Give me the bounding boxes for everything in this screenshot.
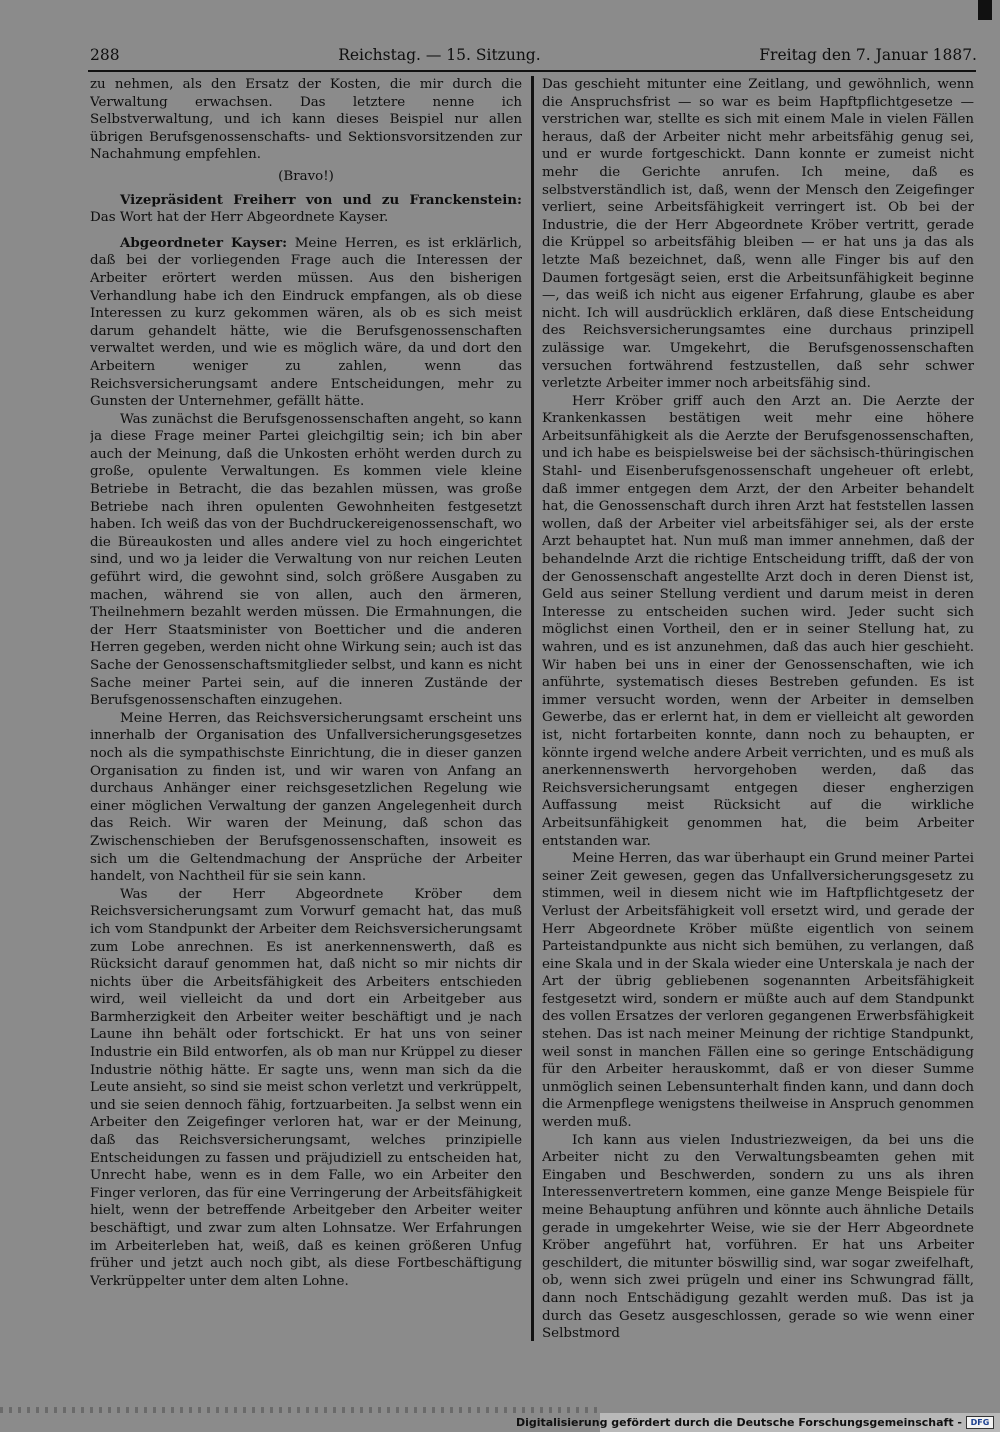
- session-title: Reichstag. — 15. Sitzung.: [338, 46, 541, 64]
- footer-bar: [515, 1413, 1000, 1432]
- paragraph: [90, 192, 522, 227]
- paragraph: [542, 1132, 974, 1343]
- speaker-name: Abgeordneter Kayser:: [120, 234, 288, 251]
- corner-mark: [978, 0, 992, 20]
- paragraph: [90, 886, 522, 1291]
- paragraph: [542, 76, 974, 393]
- paragraph-text: Das geschieht mitunter eine Zeitlang, und gewöhnlich, wenn die Anspruchsfrist — so war es beim Hapftpflichtgesetze — verstrichen war, stellte es sich mit einem Male in vielen Fällen heraus, daß der Arbeiter nicht mehr arbeitsfähig genug sei, und er wurde fortgeschickt. Dann konnte er zumeist nicht mehr die Gerichte anrufen. Ich meine, daß es selbstverständlich ist, daß, wenn der Mensch den Zeigefinger verliert, seine Arbeitsfähigkeit verringert ist. Ob bei der Industrie, die der Herr Abgeordnete Kröber vertritt, gerade die Krüppel so arbeitsfähig bleiben — er hat uns ja das als letzte Maß bezeichnet, daß, wenn alle Finger bis auf den Daumen fortgesägt seien, erst die Arbeitsunfähigkeit beginne —, das weiß ich nicht aus eigener Erfahrung, glaube es aber nicht. Ich will ausdrücklich erklären, daß diese Entscheidung des Reichsversicherungsamtes eine durchaus prinzipell zulässige war. Umgekehrt, die Berufsgenossenschaften versuchen fortwährend festzustellen, daß sehr schwer verletzte Arbeiter immer noch arbeitsfähig sind.: [542, 77, 974, 392]
- paragraph-text: Herr Kröber griff auch den Arzt an. Die Aerzte der Krankenkassen bestätigen weit mehr eine höhere Arbeitsunfähigkeit als die Aerzte der Berufsgenossenschaften, und ich habe es beispielsweise bei der sächsisch-thüringischen Stahl- und Eisenberufsgenossenschaft ungeheuer oft erlebt, daß immer entgegen dem Arzt, der den Arbeiter behandelt hat, die Genossenschaft durch ihren Arzt hat feststellen lassen wollen, daß der Arbeiter viel arbeitsfähiger sei, als der erste Arzt behauptet hat. Nun muß man immer annehmen, daß der behandelnde Arzt die richtige Entscheidung trifft, daß der von der Genossenschaft angestellte Arzt doch in deren Dienst ist, Geld aus seiner Stellung verdient und darum meist in deren Interesse zu entscheiden suchen wird. Jeder sucht sich möglichst einen Vortheil, den er in seiner Stellung hat, zu wahren, und es ist anzunehmen, daß das auch hier geschieht. Wir haben bei uns in einer der Genossenschaften, wie ich anführte, systematisch dieses Bestreben gefunden. Es ist immer versucht worden, wenn der Arbeiter in demselben Gewerbe, das er erlernt hat, in dem er vielleicht alt geworden ist, nicht fortarbeiten konnte, dann noch zu behaupten, er könnte irgend welche andere Arbeit verrichten, und es muß als anerkennenswerth hervorgehoben werden, daß das Reichsversicherungsamt entgegen dieser engherzigen Auffassung meist Rücksicht auf die wirkliche Arbeitsunfähigkeit genommen hat, die beim Arbeiter entstanden war.: [542, 393, 974, 849]
- paragraph-text: Das Wort hat der Herr Abgeordnete Kayser.: [90, 210, 389, 226]
- paragraph-text: Was der Herr Abgeordnete Kröber dem Reichsversicherungsamt zum Vorwurf gemacht hat, das muß ich vom Standpunkt der Arbeiter dem Reichsversicherungsamt zum Lobe anrechnen. Es ist anerkennenswerth, daß es Rücksicht darauf genommen hat, daß nicht so mir nichts dir nichts über die Arbeitsfähigkeit des Arbeiters entschieden wird, weil vielleicht da und dort ein Arbeitgeber aus Barmherzigkeit den Arbeiter weiter beschäftigt und je nach Laune ihn behält oder fortschickt. Er hat uns von seiner Industrie ein Bild entworfen, als ob man nur Krüppel zu dieser Industrie nöthig hätte. Er sagte uns, wenn man sich da die Leute ansieht, so sind sie meist schon verletzt und verkrüppelt, und sie seien dennoch fähig, fortzuarbeiten. Ja selbst wenn ein Arbeiter den Zeigefinger verloren hat, war er der Meinung, daß das Reichsversicherungsamt, welches prinzipielle Entscheidungen zu fassen und präjudiziell zu entscheiden hat, Unrecht habe, wenn es in dem Falle, wo ein Arbeiter den Finger verloren, das für eine Verringerung der Arbeitsfähigkeit hielt, wenn der betreffende Arbeitgeber den Arbeiter weiter beschäftigt, und zwar zum alten Lohnsatze. Wer Erfahrungen im Arbeiterleben hat, weiß, daß es keinen größeren Unfug früher und jetzt auch noch gibt, als diese Fortbeschäftigung Verkrüppelter unter dem alten Lohne.: [90, 886, 522, 1289]
- paragraph-text: Meine Herren, das Reichsversicherungsamt erscheint uns innerhalb der Organisation des Unfallversicherungsgesetzes noch als die sympathischste Einrichtung, die in dieser ganzen Organisation zu finden ist, und wir waren von Anfang an durchaus Anhänger einer reichsgesetzlichen Regelung wie einer möglichen Verwaltung der ganzen Angelegenheit durch das Reich. Wir waren der Meinung, daß schon das Zwischenschieben der Berufsgenossenschaften, insoweit es sich um die Geltendmachung der Ansprüche der Arbeiter handelt, von Nachtheil für sie sein kann.: [90, 710, 522, 885]
- column-divider: [531, 76, 534, 1341]
- session-date: Freitag den 7. Januar 1887.: [759, 46, 977, 64]
- paragraph: [90, 76, 522, 164]
- header-rule: [88, 70, 976, 72]
- left-column: [90, 76, 522, 1344]
- paragraph: [90, 411, 522, 710]
- paragraph-text: Meine Herren, es ist erklärlich, daß bei der vorliegenden Frage auch die Interessen der Arbeiter erörtert werden müssen. Aus den bisherigen Verhandlung habe ich den Eindruck empfangen, als ob diese Interessen zu kurz gekommen wären, als ob es sich meist darum gehandelt hätte, wie die Berufsgenossenschaften verwaltet werden, und wie es möglich wäre, da und dort den Arbeitern weniger zu zahlen, wenn das Reichsversicherungsamt andere Entscheidungen, mehr zu Gunsten der Unternehmer, gefällt hätte.: [90, 235, 522, 410]
- paragraph-text: Meine Herren, das war überhaupt ein Grund meiner Partei seiner Zeit gewesen, gegen das Unfallversicherungsgesetz zu stimmen, weil in diesem nicht wie im Haftpflichtgesetz der Verlust der Arbeitsfähigkeit voll ersetzt wird, und gerade der Herr Abgeordnete Kröber müßte eigentlich von seinem Parteistandpunkte aus nicht sich bemühen, zu verlangen, daß eine Skala und in der Skala wieder eine Unterskala je nach der Art der übrig gebliebenen sogenannten Arbeitsfähigkeit festgesetzt wird, sondern er müßte auch auf dem Standpunkt des vollen Ersatzes der verloren gegangenen Erwerbsfähigkeit stehen. Das ist nach meiner Meinung der richtige Standpunkt, weil sonst in manchen Fällen eine so geringe Entschädigung für den Arbeiter herauskommt, daß er von dieser Summe unmöglich seinen Lebensunterhalt finden kann, und dann doch die Armenpflege wenigstens theilweise in Anspruch genommen werden muß.: [542, 851, 974, 1131]
- paragraph: [542, 850, 974, 1132]
- page-number: 288: [90, 46, 120, 64]
- paragraph-text: zu nehmen, als den Ersatz der Kosten, die mir durch die Verwaltung erwachsen. Das letztere nenne ich Selbstverwaltung, und ich kann dieses Beispiel nur allen übrigen Berufsgenossenschafts- und Sektionsvorsitzenden zur Nachahmung empfehlen.: [90, 77, 522, 163]
- scan-edge-strip: [0, 1407, 600, 1413]
- paragraph: [90, 710, 522, 886]
- paragraph: [542, 393, 974, 850]
- speaker-name: Vizepräsident Freiherr von und zu Franckenstein:: [120, 191, 522, 208]
- paragraph-text: Ich kann aus vielen Industriezweigen, da bei uns die Arbeiter nicht zu den Verwaltungsbeamten gehen mit Eingaben und Beschwerden, sondern zu uns als ihren Interessenvertretern kommen, eine ganze Menge Beispiele für meine Behauptung anführen und könnte auch ähnliche Details gerade in umgekehrter Weise, wie sie der Herr Abgeordnete Kröber angeführt hat, vorführen. Er hat uns Arbeiter geschildert, die mitunter böswillig sind, war sogar zweifelhaft, ob, wenn sich zwei prügeln und einer ins Schwungrad fällt, dann noch Entschädigung gezahlt werden muß. Das ist ja durch das Gesetz ausgeschlossen, gerade so wie wenn einer Selbstmord: [542, 1132, 974, 1342]
- funding-note: Digitalisierung gefördert durch die Deutsche Forschungsgemeinschaft -: [515, 1416, 962, 1429]
- paragraph-text: (Bravo!): [278, 168, 334, 184]
- page-header: [90, 40, 977, 70]
- paragraph-text: Was zunächst die Berufsgenossenschaften angeht, so kann ja diese Frage meiner Partei gleichgiltig sein; ich bin aber auch der Meinung, daß die Unkosten erhöht werden durch zu große, opulente Verwaltungen. Es kommen viele kleine Betriebe in Betracht, die das bezahlen müssen, was große Betriebe nach ihren opulenten Gewohnheiten festgesetzt haben. Ich weiß das von der Buchdruckereigenossenschaft, wo die Büreaukosten und alles andere viel zu hoch eingerichtet sind, und wo ja leider die Verwaltung von nur reichen Leuten geführt wird, die gewohnt sind, solch größere Ausgaben zu machen, während sie von allen, auch den ärmeren, Theilnehmern bezahlt werden müssen. Die Ermahnungen, die der Herr Staatsminister von Boetticher und die anderen Herren gegeben, werden nicht ohne Wirkung sein; auch ist das Sache der Genossenschaftsmitglieder selbst, und kann es nicht Sache meiner Partei sein, auf die inneren Zustände der Berufsgenossenschaften einzugehen.: [90, 411, 522, 709]
- dfg-logo: DFG: [966, 1416, 994, 1429]
- paragraph: [90, 235, 522, 411]
- paragraph: [90, 168, 522, 186]
- right-column: [542, 76, 974, 1344]
